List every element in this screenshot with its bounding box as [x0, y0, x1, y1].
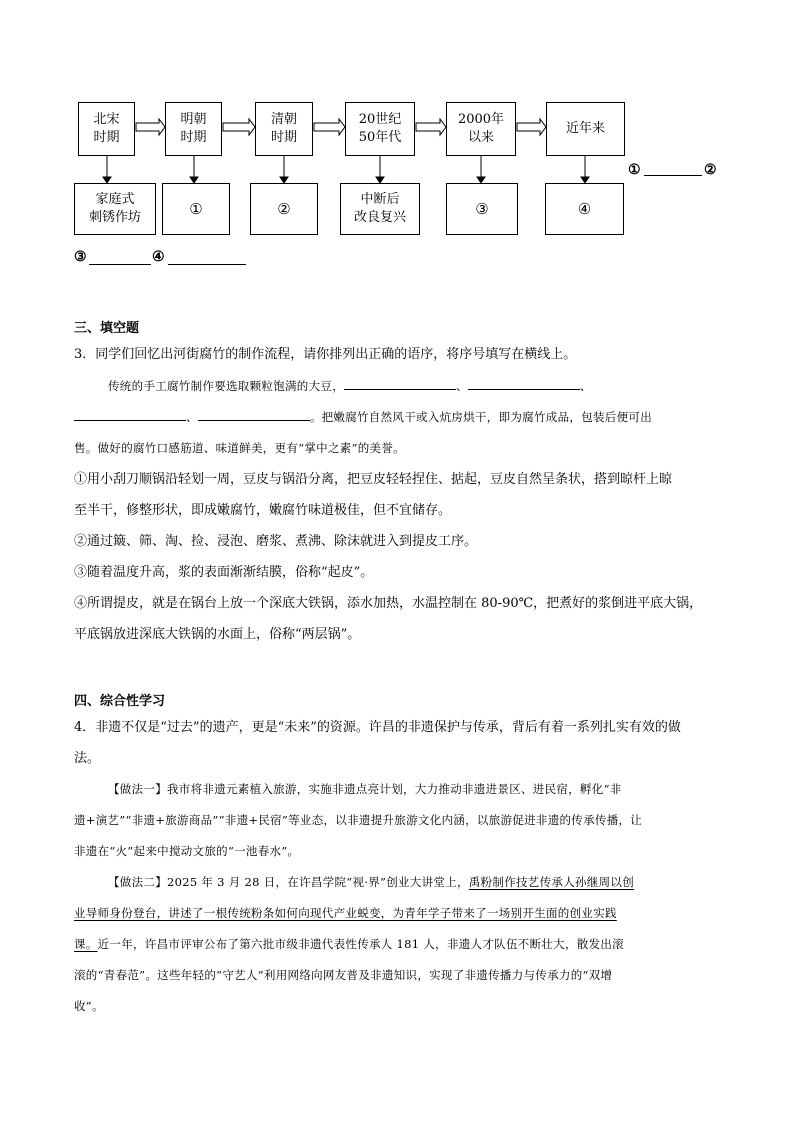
option-2: ②通过簸、筛、淘、捡、浸泡、磨浆、煮沸、除沫就进入到提皮工序。 — [74, 534, 478, 549]
option-4-line-1: ④所谓提皮，就是在锅台上放一个深底大铁锅，添水加热，水温控制在 80-90℃，把煮好的浆倒进平底大锅， — [74, 596, 703, 611]
order-blank-4[interactable] — [198, 407, 310, 421]
passage-start: 传统的手工腐竹制作要选取颗粒饱满的大豆， — [108, 379, 344, 393]
flow-box-1950s: 20世纪 50年代 — [345, 102, 415, 156]
passage-line-2 — [74, 402, 724, 433]
hollow-arrow-icon — [416, 119, 446, 135]
passage-mid: 。把嫩腐竹自然风干或入炕房烘干，即为腐竹成品，包装后便可出 — [309, 410, 653, 424]
method-2-text: 【做法二】2025 年 3 月 28 日，在许昌学院“视·界”创业大讲堂上， — [108, 875, 469, 889]
answer-blank-3[interactable] — [89, 264, 151, 265]
method-2-line-5: 收”。 — [74, 999, 104, 1013]
separator: 、 — [456, 379, 468, 393]
answer-marker-2: ② — [704, 162, 717, 178]
passage-line-3: 售。做好的腐竹口感筋道、味道鲜美，更有“掌中之素”的美誉。 — [74, 441, 405, 455]
question-3: 3．同学们回忆出河街腐竹的制作流程，请你排列出正确的语序，将序号填写在横线上。 — [74, 347, 577, 362]
answer-blank-1[interactable] — [644, 175, 702, 176]
method-1 — [74, 774, 724, 867]
underlined-sentence: 禹粉制作技艺传承人孙继周以创 — [468, 875, 635, 889]
method-2-line-1 — [74, 867, 724, 898]
flow-box-family-workshop: 家庭式 刺锈作坊 — [74, 183, 156, 235]
option-4-line-2: 平底锅放进深底大铁锅的水面上，俗称“两层锅”。 — [74, 627, 361, 642]
method-2-line-3 — [74, 929, 724, 960]
passage-line-1 — [74, 371, 724, 402]
method-2 — [74, 867, 724, 1022]
hollow-arrow-icon — [314, 119, 345, 135]
answer-marker-3: ③ — [74, 249, 87, 265]
flow-box-ming: 明朝 时期 — [165, 102, 222, 156]
option-1-line-2: 至半干，修整形状，即成嫩腐竹，嫩腐竹味道极佳，但不宜储存。 — [74, 503, 452, 518]
order-blank-3[interactable] — [74, 407, 186, 421]
hollow-arrow-icon — [223, 119, 255, 135]
method-1-line-2: 遗+演艺”“非遗+旅游商品”“非遗+民宿”等业态，以非遗提升旅游文化内涵，以旅游促进非遗的传承传播，让 — [74, 813, 643, 827]
method-1-line-3: 非遗在“火”起来中搅动文旅的“一池春水”。 — [74, 844, 300, 858]
flow-box-blank-1: ① — [162, 183, 230, 235]
method-1-line-1: 【做法一】我市将非遗元素植入旅游，实施非遗点亮计划，大力推动非遗进景区、进民宿，孵化“非 — [108, 782, 622, 796]
hollow-arrow-icon — [136, 119, 165, 135]
flow-box-northern-song: 北宋 时期 — [78, 102, 135, 156]
flow-box-blank-4: ④ — [545, 183, 624, 235]
question-4 — [74, 712, 724, 774]
option-1-line-1: ①用小刮刀顺锅沿轻划一周，豆皮与锅沿分离，把豆皮轻轻捏住、掂起，豆皮自然呈条状，搭到晾杆上晾 — [74, 472, 673, 487]
answer-marker-4: ④ — [152, 249, 165, 265]
method-2-line-4: 滚的“青春范”。这些年轻的“守艺人”利用网络向网友普及非遗知识，实现了非遗传播力与传承力的“双增 — [74, 968, 613, 982]
separator: 、 — [186, 410, 198, 424]
section-3-passage — [74, 371, 724, 464]
flow-box-recent: 近年来 — [546, 102, 625, 156]
answer-marker-1: ① — [628, 162, 641, 178]
separator: 、 — [579, 379, 592, 393]
flow-box-qing: 清朝 时期 — [255, 102, 313, 156]
flow-box-blank-2: ② — [250, 183, 318, 235]
flow-box-2000: 2000年 以来 — [446, 102, 516, 156]
option-1 — [74, 464, 724, 526]
question-4-line-1: 4．非遗不仅是“过去”的遗产，更是“未来”的资源。许昌的非遗保护与传承，背后有着一系列扎实有效的做 — [74, 720, 681, 735]
question-4-line-2: 法。 — [74, 751, 101, 766]
order-blank-1[interactable] — [344, 376, 456, 390]
hollow-arrow-icon — [517, 119, 546, 135]
answer-blank-4[interactable] — [168, 264, 246, 265]
flow-box-blank-3: ③ — [446, 183, 518, 235]
option-3: ③随着温度升高，浆的表面渐渐结膜，俗称“起皮”。 — [74, 565, 374, 580]
section-3-title: 三、填空题 — [74, 321, 140, 336]
order-blank-2[interactable] — [468, 376, 580, 390]
section-4-title: 四、综合性学习 — [74, 694, 166, 709]
method-2-text: 近一年，许昌市评审公布了第六批市级非遗代表性传承人 181 人，非遗人才队伍不断壮大，散发出滚 — [97, 937, 624, 951]
flow-box-revival: 中断后 改良复兴 — [340, 183, 420, 235]
underlined-sentence: 课。 — [74, 937, 98, 951]
underlined-sentence: 业导师身份登台，讲述了一根传统粉条如何向现代产业蜕变，为青年学子带来了一场别开生面的创业实践 — [74, 906, 617, 920]
option-4 — [74, 588, 724, 650]
